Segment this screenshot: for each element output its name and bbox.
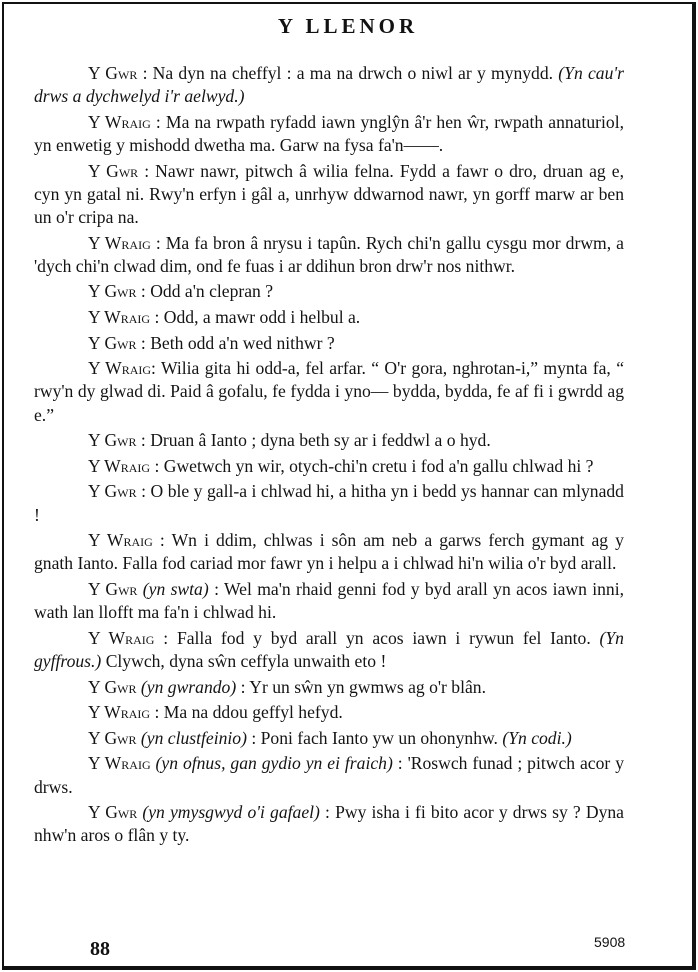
speaker-name: Y Wraig xyxy=(88,627,155,648)
dialogue-line xyxy=(34,160,624,230)
dialogue-line xyxy=(34,62,624,108)
speaker-name: Y Wraig xyxy=(88,530,153,551)
dialogue-line xyxy=(34,455,624,478)
dialogue-line xyxy=(34,529,624,575)
dialogue-line xyxy=(34,752,624,798)
speaker-name: Y Gwr xyxy=(88,676,137,697)
page-frame xyxy=(2,2,696,970)
speaker-name: Y Wraig xyxy=(88,358,152,379)
line-text: : Druan â Ianto ; dyna beth sy ar i feddwl a o hyd. xyxy=(140,430,491,451)
line-text: : Odd a'n clepran ? xyxy=(140,281,274,302)
line-text: : Odd, a mawr odd i helbul a. xyxy=(154,306,361,327)
stage-direction: (yn swta) xyxy=(142,578,209,599)
line-text: : Beth odd a'n wed nithwr ? xyxy=(140,332,335,353)
page-title: Y LLENOR xyxy=(277,14,419,38)
speaker-name: Y Wraig xyxy=(88,455,151,476)
line-text: : Nawr nawr, pitwch â wilia felna. Fydd a fawr o dro, druan ag e, cyn yn gatal ni. Rwy'n erfyn i gâl a, unrhyw ddwarnod nawr, yn gorff marw ar ben un o'r cripa na. xyxy=(34,160,624,227)
speaker-name: Y Wraig xyxy=(88,702,151,723)
speaker-name: Y Gwr xyxy=(88,332,137,353)
stage-direction: (Yn gyffrous.) xyxy=(34,627,624,671)
speaker-name: Y Gwr xyxy=(88,727,137,748)
speaker-name: Y Gwr xyxy=(88,481,137,502)
dialogue-line xyxy=(34,332,624,355)
dialogue-line xyxy=(34,801,624,847)
page-number: 88 xyxy=(90,938,110,960)
line-text: : Wel ma'n rhaid genni fod y byd arall yn acos iawn inni, wath lan llofft ma fa'n i chlwad hi. xyxy=(34,578,624,623)
stage-direction: (yn ofnus, gan gydio yn ei fraich) xyxy=(155,753,393,774)
dialogue-line xyxy=(34,232,624,278)
stage-direction: (yn ymysgwyd o'i gafael) xyxy=(142,802,320,823)
dialogue-line xyxy=(34,357,624,427)
stage-direction: (Yn cau'r drws a dychwelyd i'r aelwyd.) xyxy=(34,63,624,107)
dialogue-line xyxy=(34,111,624,157)
dialogue-line xyxy=(34,480,624,526)
line-text: : Poni fach Ianto yw un ohonynhw. xyxy=(251,727,498,748)
dialogue-line xyxy=(34,701,624,724)
line-text-continued: Clywch, dyna sŵn ceffyla unwaith eto ! xyxy=(105,650,387,671)
line-text: : Na dyn na cheffyl : a ma na drwch o niwl ar y mynydd. xyxy=(142,63,554,83)
line-text: : Yr un sŵn yn gwmws ag o'r blân. xyxy=(240,676,486,697)
speaker-name: Y Gwr xyxy=(88,430,137,451)
speaker-name: Y Wraig xyxy=(88,306,151,327)
speaker-name: Y Gwr xyxy=(88,281,137,302)
dialogue-line xyxy=(34,429,624,452)
speaker-name: Y Gwr xyxy=(88,578,138,599)
line-text: : Wilia gita hi odd-a, fel arfar. “ O'r gora, nghrotan-i,” mynta fa, “ rwy'n dy glwad di. Paid â gofalu, fe fydda i yno— bydda, bydda, fe af fi i gwrdd ag e.” xyxy=(34,358,625,425)
speaker-name: Y Wraig xyxy=(88,753,151,774)
line-text: : Gwetwch yn wir, otych-chi'n cretu i fod a'n gallu chlwad hi ? xyxy=(154,455,594,476)
line-text: : Falla fod y byd arall yn acos iawn i rywun fel Ianto. xyxy=(163,627,591,648)
speaker-name: Y Wraig xyxy=(88,111,151,132)
speaker-name: Y Gwr xyxy=(88,63,138,83)
speaker-name: Y Gwr xyxy=(88,802,138,823)
speaker-name: Y Gwr xyxy=(88,160,139,181)
line-text: : Ma na rwpath ryfadd iawn ynglŷn â'r hen ŵr, rwpath annaturiol, yn enwetig y mishodd dwetha ma. Garw na fysa fa'n——. xyxy=(34,111,625,155)
line-text: : O ble y gall-a i chlwad hi, a hitha yn i bedd ys hannar can mlynadd ! xyxy=(34,481,624,525)
stage-direction: (Yn codi.) xyxy=(502,727,572,748)
line-text: : Wn i ddim, chlwas i sôn am neb a garws ferch gymant ag y gnath Ianto. Falla fod cariad mor fawr yn i helpu a i chlwad hi'n wilia o'r byd arall. xyxy=(34,530,624,574)
line-text: : Ma na ddou geffyl hefyd. xyxy=(154,702,343,723)
dialogue-line xyxy=(34,676,624,699)
dialogue-body xyxy=(34,62,624,850)
stage-direction: (yn gwrando) xyxy=(140,676,237,697)
line-text: : Ma fa bron â nrysu i tapûn. Rych chi'n gallu cysgu mor drwm, a 'dych chi'n clwad dim, ond fe fuas i ar ddihun bron drw'r nos nithwr. xyxy=(34,232,624,276)
dialogue-line xyxy=(34,627,624,673)
speaker-name: Y Wraig xyxy=(88,232,151,253)
dialogue-line xyxy=(34,306,624,329)
catalog-code: 5908 xyxy=(594,934,626,950)
line-text: : 'Roswch funad ; pitwch acor y drws. xyxy=(34,753,624,797)
line-text: : Pwy isha i fi bito acor y drws sy ? Dyna nhw'n aros o flân y ty. xyxy=(34,802,624,846)
dialogue-line xyxy=(34,280,624,303)
stage-direction: (yn clustfeinio) xyxy=(140,727,247,748)
dialogue-line xyxy=(34,578,624,624)
dialogue-line xyxy=(34,727,624,750)
